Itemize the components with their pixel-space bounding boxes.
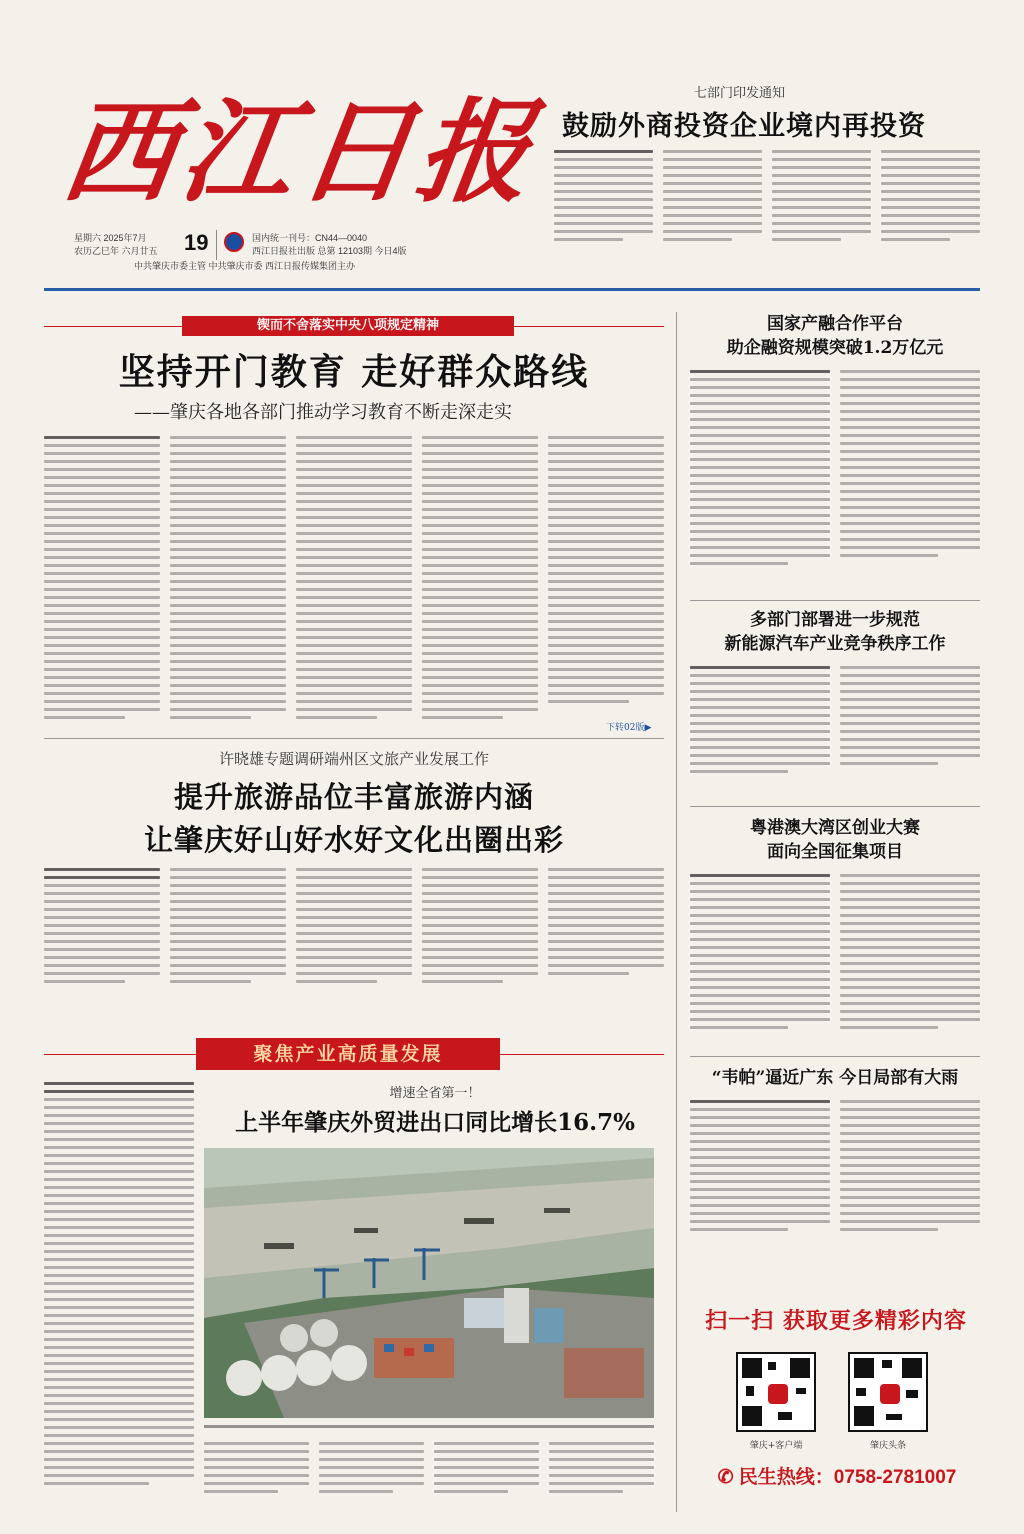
- publication-info: 国内统一刊号：CN44—0040 西江日报社出版 总第 12103期 今日4版: [252, 233, 407, 256]
- newspaper-front-page: [44, 60, 980, 1510]
- right-story-3: [690, 816, 980, 1052]
- qr-app-label: 肇庆+客户端: [749, 1441, 803, 1451]
- masthead-divider: [44, 288, 980, 291]
- story-three-headline[interactable]: 上半年肇庆外贸进出口同比增长16.7%: [235, 1109, 635, 1136]
- right-story-1: [690, 312, 980, 612]
- story-two-headline[interactable]: [44, 776, 664, 862]
- story-three-sidebar-text: [44, 1082, 194, 1502]
- story-two-kicker: 许晓雄专题调研端州区文旅产业发展工作: [218, 750, 489, 768]
- dateline: [74, 228, 494, 280]
- qr-promo-title: 扫一扫 获取更多精彩内容: [705, 1308, 967, 1334]
- right-story-3-line2: 面向全国征集项目: [767, 842, 903, 862]
- right-divider-2: [690, 806, 980, 807]
- section-divider: [44, 738, 664, 739]
- right-story-1-headline[interactable]: [690, 312, 980, 360]
- masthead-logo: 西江日报: [54, 87, 546, 218]
- continued-link[interactable]: 下转02版▶: [606, 723, 652, 733]
- right-story-2-headline[interactable]: [690, 608, 980, 656]
- right-divider-1: [690, 600, 980, 601]
- lead-story-subhead: ——肇庆各地各部门推动学习教育不断走深走实: [134, 402, 512, 423]
- right-story-2-line1: 多部门部署进一步规范: [750, 610, 920, 630]
- qr-code-news[interactable]: [848, 1352, 928, 1432]
- right-story-3-headline[interactable]: [690, 816, 980, 864]
- qr-news-label: 肇庆头条: [869, 1441, 906, 1451]
- press-emblem-icon: [224, 232, 244, 252]
- top-story-body: [554, 150, 980, 280]
- photo-caption: [204, 1422, 654, 1432]
- top-story-headline[interactable]: 鼓励外商投资企业境内再投资: [562, 111, 926, 142]
- right-story-4-headline[interactable]: “韦帕”逼近广东 今日局部有大雨: [711, 1068, 959, 1088]
- banner-label: 锲而不舍落实中央八项规定精神: [182, 316, 514, 336]
- issue-number: 19: [184, 230, 209, 255]
- right-story-3-line1: 粤港澳大湾区创业大赛: [750, 818, 920, 838]
- story-three-kicker: 增速全省第一！: [389, 1086, 481, 1101]
- right-story-2: [690, 608, 980, 808]
- port-aerial-photo: [204, 1148, 654, 1418]
- lead-story-banner: [44, 316, 664, 336]
- issue-date: 星期六 2025年7月 农历乙巳年 六月廿五: [74, 233, 158, 256]
- section-banner-label: 聚焦产业高质量发展: [196, 1038, 500, 1070]
- qr-code-app[interactable]: [736, 1352, 816, 1432]
- right-story-1-line1: 国家产融合作平台: [767, 314, 903, 334]
- story-two-headline-line2: 让肇庆好山好水好文化出圈出彩: [143, 823, 564, 857]
- story-two-headline-line1: 提升旅游品位丰富旅游内涵: [173, 780, 534, 814]
- story-three-body: [204, 1442, 654, 1502]
- dateline-divider: [216, 230, 217, 260]
- section-banner: [44, 1038, 664, 1070]
- lead-story-headline[interactable]: 坚持开门教育 走好群众路线: [118, 351, 590, 393]
- right-story-4: [690, 1066, 980, 1266]
- right-divider-3: [690, 1056, 980, 1057]
- lead-story-body: [44, 436, 664, 722]
- right-story-1-line2: 助企融资规模突破1.2万亿元: [726, 338, 944, 358]
- sponsor-line: 中共肇庆市委主管 中共肇庆市委 西江日报传媒集团主办: [134, 261, 356, 271]
- hotline[interactable]: ✆ 民生热线：0758-2781007: [717, 1467, 957, 1488]
- right-story-2-line2: 新能源汽车产业竞争秩序工作: [724, 634, 946, 654]
- column-divider: [676, 312, 677, 1512]
- top-story-kicker: 七部门印发通知: [694, 86, 786, 101]
- story-two-body: [44, 868, 664, 1018]
